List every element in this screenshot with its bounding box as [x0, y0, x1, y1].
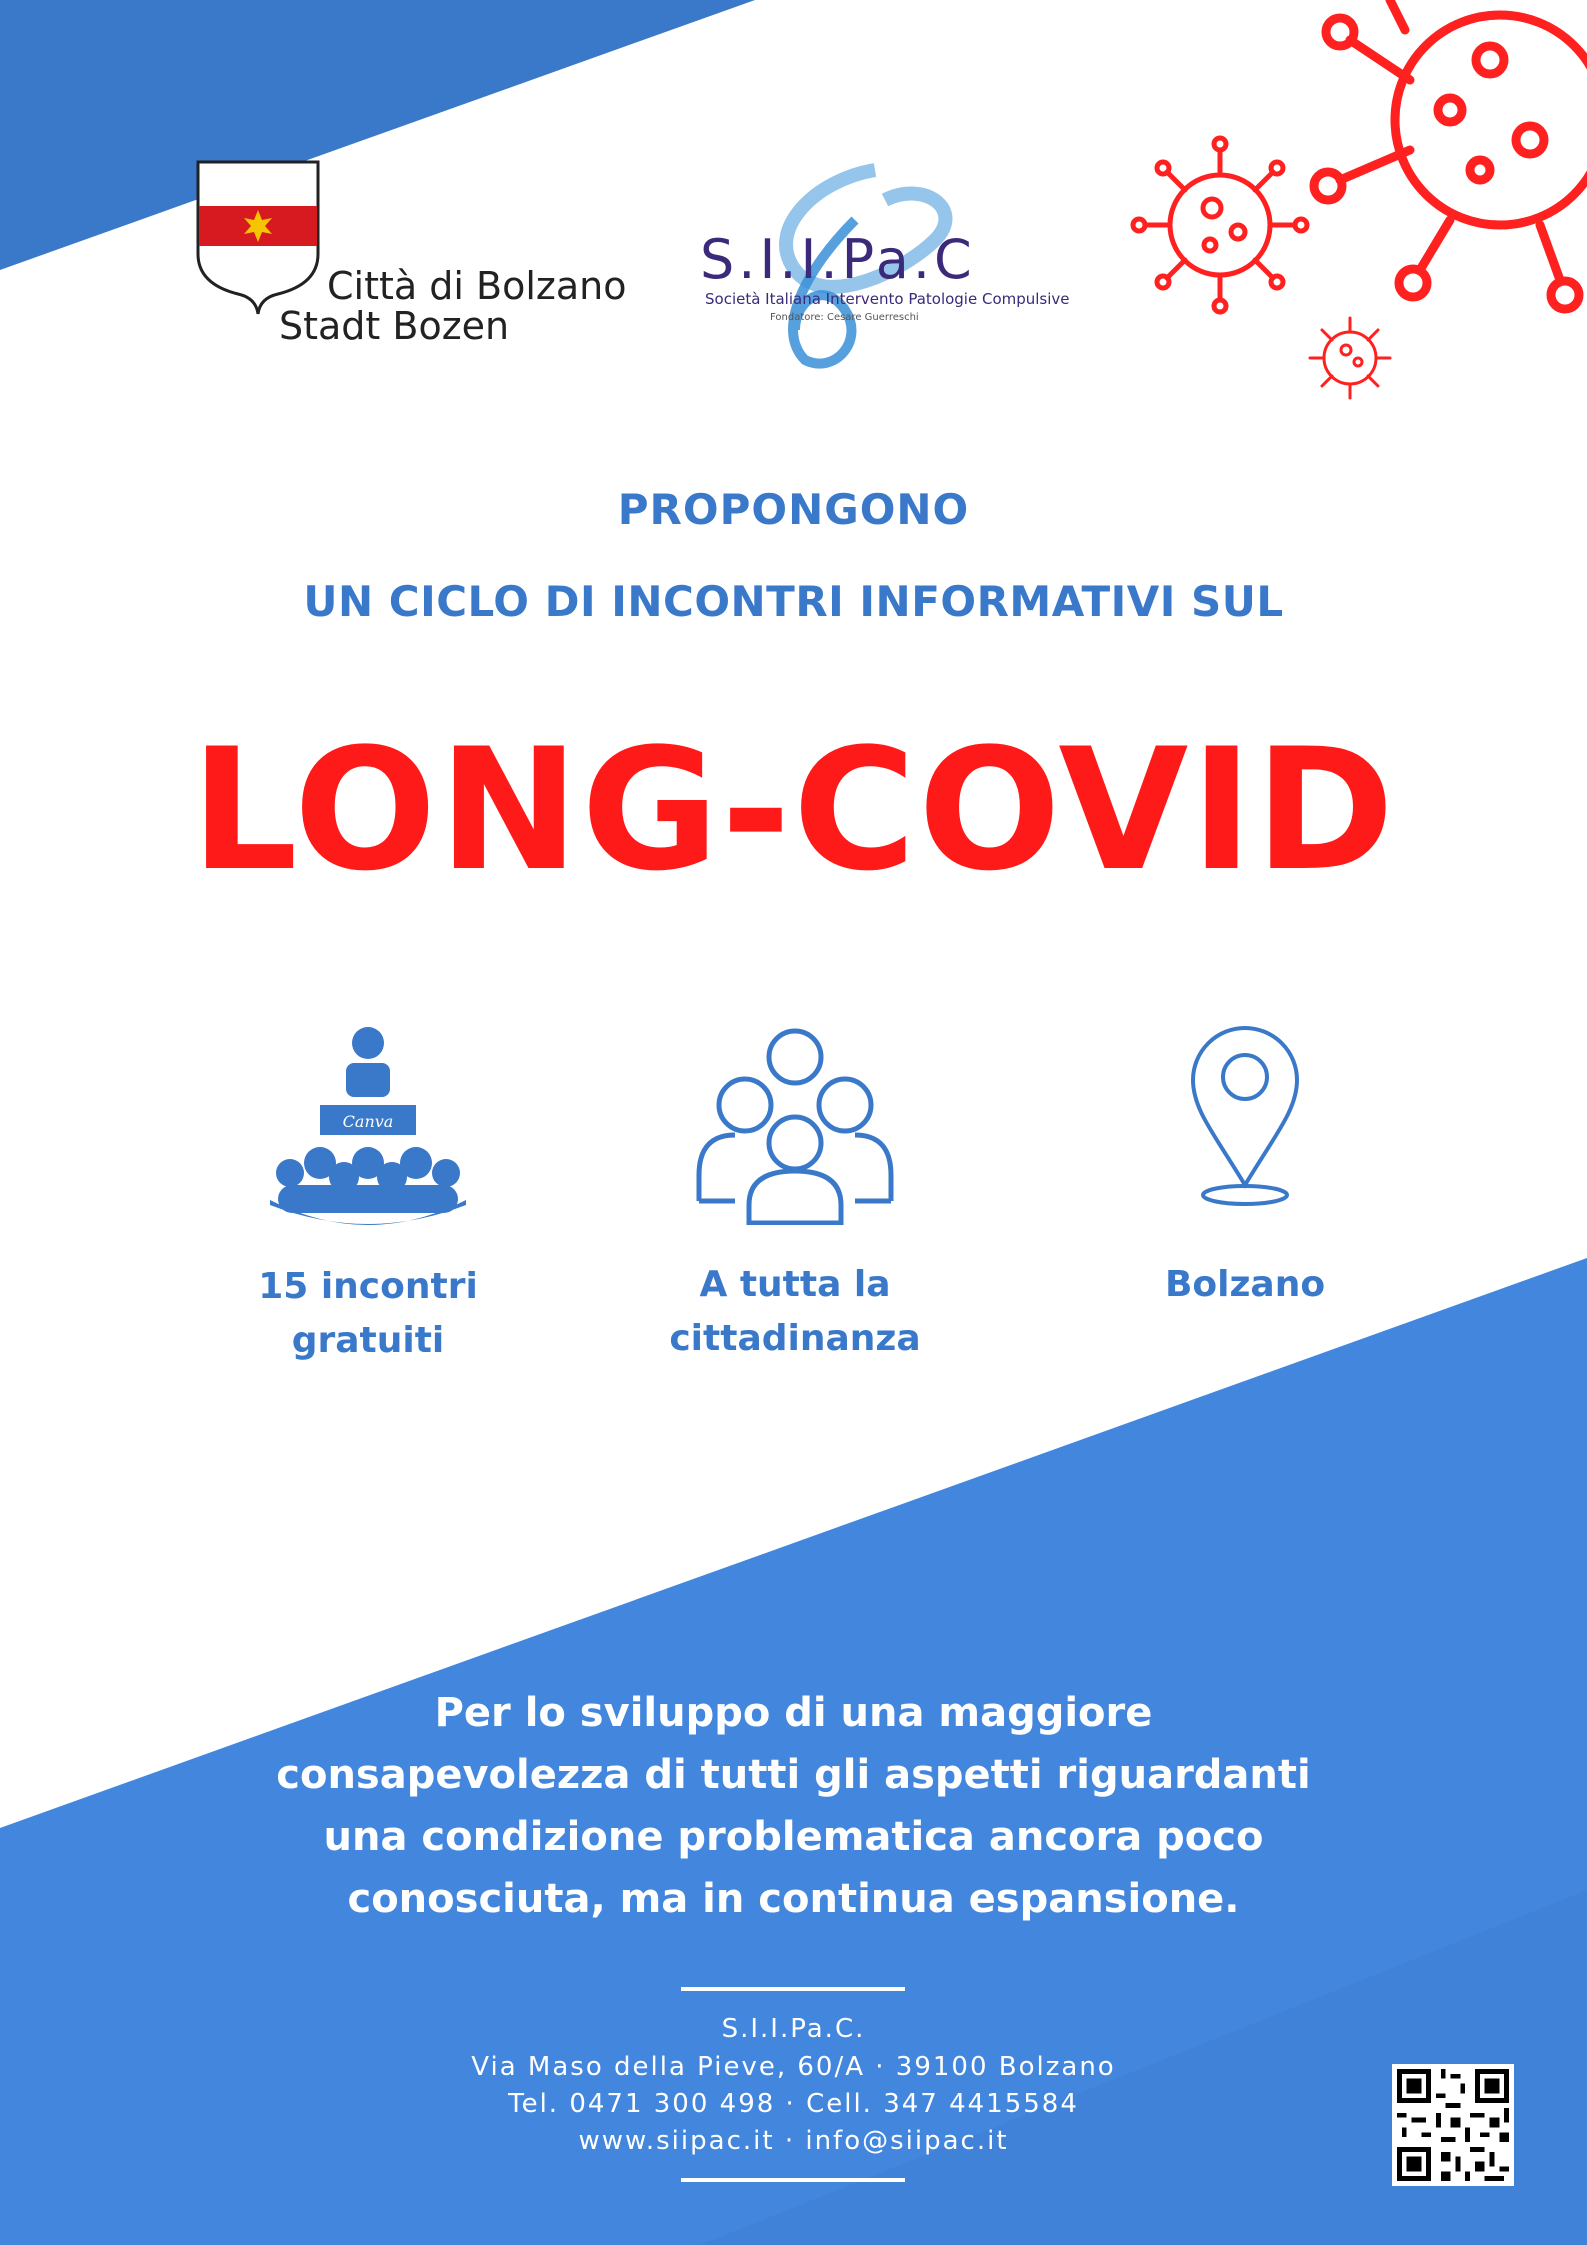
footer-rule-bottom [681, 2178, 905, 2182]
virus-large-icon [1314, 0, 1587, 309]
headline-title: LONG-COVID [190, 712, 1397, 908]
footer-phone: Tel. 0471 300 498 · Cell. 347 4415584 [508, 2089, 1079, 2119]
audience-presentation-icon [268, 1025, 468, 1225]
canva-mark: Canva [342, 1112, 394, 1131]
virus-decoration-group [1120, 0, 1587, 420]
feature-label-bolzano-line1: Bolzano [1164, 1264, 1326, 1305]
intro-line-1: PROPONGONO [617, 485, 970, 534]
city-name-german: Stadt Bozen [279, 304, 510, 348]
location-pin-icon [1185, 1025, 1305, 1215]
feature-label-cittadinanza [615, 1258, 975, 1366]
feature-label-incontri [188, 1260, 548, 1368]
siipac-founder: Fondatore: Cesare Guerreschi [770, 312, 919, 323]
intro-line-2: UN CICLO DI INCONTRI INFORMATIVI SUL [303, 577, 1284, 626]
description-line-4: conosciuta, ma in continua espansione. [347, 1876, 1240, 1922]
description-line-3: una condizione problematica ancora poco [323, 1814, 1264, 1860]
footer-rule-top [681, 1987, 905, 1991]
description-line-1: Per lo sviluppo di una maggiore [434, 1690, 1153, 1736]
qr-code-icon [1392, 2064, 1514, 2186]
footer-web: www.siipac.it · info@siipac.it [578, 2126, 1009, 2156]
feature-label-bolzano [1065, 1258, 1425, 1312]
virus-medium-icon [1133, 138, 1307, 312]
description-text [140, 1682, 1447, 1930]
feature-label-incontri-line2: gratuiti [291, 1320, 445, 1361]
siipac-subtitle: Società Italiana Intervento Patologie Compulsive [705, 290, 1070, 308]
city-name-text [279, 266, 626, 346]
siipac-title: S.I.I.Pa.C [700, 228, 976, 291]
top-left-blue-triangle [0, 0, 755, 270]
virus-small-icon [1310, 318, 1390, 398]
description-line-2: consapevolezza di tutti gli aspetti riguardanti [276, 1752, 1311, 1798]
city-name-italian: Città di Bolzano [327, 264, 627, 308]
feature-label-cittadinanza-line2: cittadinanza [669, 1318, 921, 1359]
feature-label-cittadinanza-line1: A tutta la [699, 1264, 891, 1305]
feature-label-incontri-line1: 15 incontri [258, 1266, 478, 1307]
footer-org: S.I.I.Pa.C. [721, 2014, 866, 2044]
group-people-icon [695, 1025, 895, 1225]
footer-address: Via Maso della Pieve, 60/A · 39100 Bolzano [471, 2052, 1116, 2082]
